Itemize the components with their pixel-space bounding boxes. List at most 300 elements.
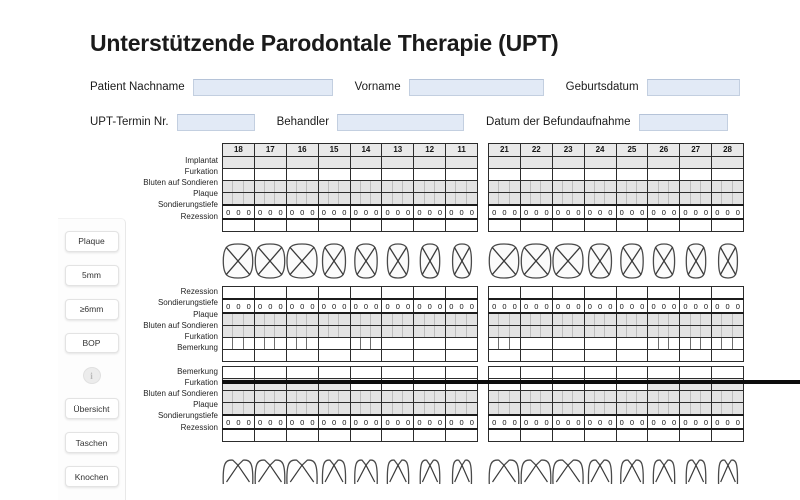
depth-value-cell[interactable]: 0 xyxy=(566,207,571,217)
cell-implantat-27[interactable] xyxy=(680,157,712,169)
subcell[interactable] xyxy=(275,193,285,204)
cell-bluten-auf-sondieren-47[interactable] xyxy=(254,391,286,403)
cell-furkation-22[interactable] xyxy=(520,169,552,181)
subcell[interactable] xyxy=(712,193,722,204)
cell-furkation-13[interactable] xyxy=(382,169,414,181)
subcell[interactable] xyxy=(403,403,413,414)
depth-value-cell[interactable]: 0 xyxy=(502,417,507,427)
cell-furkation-23[interactable] xyxy=(552,338,584,350)
subcell[interactable] xyxy=(393,391,403,402)
depth-value-cell[interactable]: 0 xyxy=(321,417,326,427)
subcell[interactable] xyxy=(351,326,361,337)
furkation-subcell[interactable] xyxy=(255,338,265,349)
cell-bemerkung-18[interactable] xyxy=(223,350,255,362)
subcell[interactable] xyxy=(275,326,285,337)
cell-bluten-auf-sondieren-28[interactable] xyxy=(712,326,744,338)
furkation-subcell[interactable] xyxy=(541,338,551,349)
subcell[interactable] xyxy=(605,403,615,414)
subcell[interactable] xyxy=(287,181,297,192)
cell-sondierungstiefe-37[interactable] xyxy=(680,415,712,429)
cell-bemerkung-27[interactable] xyxy=(680,350,712,362)
furkation-subcell[interactable] xyxy=(489,338,499,349)
cell-bluten-auf-sondieren-25[interactable] xyxy=(616,181,648,193)
subcell[interactable] xyxy=(244,193,254,204)
depth-value-cell[interactable]: 0 xyxy=(236,301,241,311)
geburtsdatum-input[interactable] xyxy=(647,79,740,96)
depth-value-cell[interactable]: 0 xyxy=(321,301,326,311)
cell-bemerkung-33[interactable] xyxy=(552,367,584,379)
subcell[interactable] xyxy=(627,181,637,192)
depth-value-cell[interactable]: 0 xyxy=(385,417,390,427)
subcell[interactable] xyxy=(553,181,563,192)
cell-rezession-13[interactable] xyxy=(382,219,414,232)
subcell[interactable] xyxy=(446,391,456,402)
subcell[interactable] xyxy=(287,314,297,325)
cell-bemerkung-38[interactable] xyxy=(712,367,744,379)
cell-bluten-auf-sondieren-21[interactable] xyxy=(489,181,521,193)
cell-rezession-27[interactable] xyxy=(680,219,712,232)
subcell[interactable] xyxy=(573,403,583,414)
depth-value-cell[interactable]: 0 xyxy=(437,417,443,427)
depth-value-cell[interactable]: 0 xyxy=(672,417,677,427)
subcell[interactable] xyxy=(573,391,583,402)
subcell[interactable] xyxy=(510,391,520,402)
subcell[interactable] xyxy=(563,403,573,414)
cell-plaque-33[interactable] xyxy=(552,403,584,416)
cell-sondierungstiefe-26[interactable] xyxy=(648,299,680,313)
furkation-subcell[interactable] xyxy=(510,338,520,349)
cell-bemerkung-45[interactable] xyxy=(318,367,350,379)
subcell[interactable] xyxy=(701,391,711,402)
subcell[interactable] xyxy=(244,326,254,337)
subcell[interactable] xyxy=(456,403,466,414)
subcell[interactable] xyxy=(425,403,435,414)
cell-sondierungstiefe-42[interactable] xyxy=(414,415,446,429)
depth-value-cell[interactable]: 0 xyxy=(651,301,656,311)
depth-value-cell[interactable]: 0 xyxy=(289,417,294,427)
cell-rezession-45[interactable] xyxy=(318,429,350,442)
cell-bluten-auf-sondieren-12[interactable] xyxy=(414,181,446,193)
depth-value-cell[interactable]: 0 xyxy=(342,301,347,311)
depth-value-cell[interactable]: 0 xyxy=(353,301,358,311)
subcell[interactable] xyxy=(648,193,658,204)
subcell[interactable] xyxy=(637,403,647,414)
cell-plaque-13[interactable] xyxy=(382,313,414,326)
cell-plaque-21[interactable] xyxy=(489,193,521,206)
subcell[interactable] xyxy=(637,391,647,402)
furkation-subcell[interactable] xyxy=(435,338,445,349)
subcell[interactable] xyxy=(425,181,435,192)
cell-bluten-auf-sondieren-27[interactable] xyxy=(680,181,712,193)
subcell[interactable] xyxy=(595,193,605,204)
cell-bemerkung-14[interactable] xyxy=(350,350,382,362)
tooth-number-23[interactable]: 23 xyxy=(552,144,584,157)
cell-sondierungstiefe-13[interactable] xyxy=(382,205,414,219)
depth-value-cell[interactable]: 0 xyxy=(629,417,635,427)
subcell[interactable] xyxy=(722,193,732,204)
subcell[interactable] xyxy=(585,193,595,204)
subcell[interactable] xyxy=(573,314,583,325)
depth-value-cell[interactable]: 0 xyxy=(715,301,720,311)
cell-bemerkung-46[interactable] xyxy=(286,367,318,379)
subcell[interactable] xyxy=(307,391,317,402)
subcell[interactable] xyxy=(531,391,541,402)
subcell[interactable] xyxy=(329,326,339,337)
furkation-subcell[interactable] xyxy=(265,338,275,349)
subcell[interactable] xyxy=(393,181,403,192)
cell-bluten-auf-sondieren-18[interactable] xyxy=(223,181,255,193)
subcell[interactable] xyxy=(553,326,563,337)
cell-sondierungstiefe-31[interactable] xyxy=(489,415,521,429)
depth-value-cell[interactable]: 0 xyxy=(661,301,666,311)
depth-value-cell[interactable]: 0 xyxy=(608,207,613,217)
furkation-subcell[interactable] xyxy=(297,338,307,349)
cell-bluten-auf-sondieren-25[interactable] xyxy=(616,326,648,338)
tooth-glyph[interactable] xyxy=(589,244,612,278)
cell-bluten-auf-sondieren-37[interactable] xyxy=(680,391,712,403)
subcell[interactable] xyxy=(361,193,371,204)
depth-value-cell[interactable]: 0 xyxy=(236,207,241,217)
subcell[interactable] xyxy=(265,391,275,402)
subcell[interactable] xyxy=(265,181,275,192)
furkation-subcell[interactable] xyxy=(307,338,317,349)
subcell[interactable] xyxy=(627,193,637,204)
depth-value-cell[interactable]: 0 xyxy=(226,417,231,427)
tooth-glyph[interactable] xyxy=(521,244,550,278)
subcell[interactable] xyxy=(255,403,265,414)
tooth-number-27[interactable]: 27 xyxy=(680,144,712,157)
subcell[interactable] xyxy=(701,181,711,192)
furkation-subcell[interactable] xyxy=(585,338,595,349)
cell-sondierungstiefe-25[interactable] xyxy=(616,205,648,219)
cell-bemerkung-37[interactable] xyxy=(680,367,712,379)
cell-bluten-auf-sondieren-31[interactable] xyxy=(489,391,521,403)
depth-value-cell[interactable]: 0 xyxy=(363,207,369,217)
depth-value-cell[interactable]: 0 xyxy=(725,207,730,217)
cell-bluten-auf-sondieren-35[interactable] xyxy=(616,391,648,403)
subcell[interactable] xyxy=(605,314,615,325)
depth-value-cell[interactable]: 0 xyxy=(651,207,656,217)
cell-rezession-38[interactable] xyxy=(712,429,744,442)
depth-value-cell[interactable]: 0 xyxy=(629,301,635,311)
subcell[interactable] xyxy=(691,391,701,402)
subcell[interactable] xyxy=(223,391,233,402)
subcell[interactable] xyxy=(223,326,233,337)
cell-plaque-43[interactable] xyxy=(382,403,414,416)
depth-value-cell[interactable]: 0 xyxy=(278,207,283,217)
cell-bemerkung-11[interactable] xyxy=(446,350,478,362)
cell-furkation-14[interactable] xyxy=(350,169,382,181)
cell-rezession-18[interactable] xyxy=(223,287,255,300)
cell-bluten-auf-sondieren-32[interactable] xyxy=(520,391,552,403)
cell-bemerkung-32[interactable] xyxy=(520,367,552,379)
tool-plaque-button[interactable]: Plaque xyxy=(65,231,119,252)
subcell[interactable] xyxy=(414,181,424,192)
cell-furkation-13[interactable] xyxy=(382,338,414,350)
cell-sondierungstiefe-28[interactable] xyxy=(712,299,744,313)
subcell[interactable] xyxy=(733,314,743,325)
tooth-number-15[interactable]: 15 xyxy=(318,144,350,157)
cell-rezession-23[interactable] xyxy=(552,219,584,232)
depth-value-cell[interactable]: 0 xyxy=(587,207,592,217)
subcell[interactable] xyxy=(287,391,297,402)
cell-implantat-21[interactable] xyxy=(489,157,521,169)
subcell[interactable] xyxy=(701,314,711,325)
subcell[interactable] xyxy=(573,193,583,204)
subcell[interactable] xyxy=(414,193,424,204)
cell-plaque-22[interactable] xyxy=(520,193,552,206)
furkation-subcell[interactable] xyxy=(425,338,435,349)
subcell[interactable] xyxy=(297,391,307,402)
subcell[interactable] xyxy=(297,403,307,414)
subcell[interactable] xyxy=(307,403,317,414)
cell-bluten-auf-sondieren-43[interactable] xyxy=(382,391,414,403)
subcell[interactable] xyxy=(244,391,254,402)
subcell[interactable] xyxy=(691,403,701,414)
cell-sondierungstiefe-41[interactable] xyxy=(446,415,478,429)
cell-sondierungstiefe-17[interactable] xyxy=(254,299,286,313)
cell-implantat-24[interactable] xyxy=(584,157,616,169)
subcell[interactable] xyxy=(319,403,329,414)
cell-furkation-16[interactable] xyxy=(286,169,318,181)
cell-bemerkung-12[interactable] xyxy=(414,350,446,362)
subcell[interactable] xyxy=(223,314,233,325)
subcell[interactable] xyxy=(585,326,595,337)
depth-value-cell[interactable]: 0 xyxy=(469,207,474,217)
depth-value-cell[interactable]: 0 xyxy=(566,417,571,427)
subcell[interactable] xyxy=(701,326,711,337)
depth-value-cell[interactable]: 0 xyxy=(523,207,529,217)
depth-value-cell[interactable]: 0 xyxy=(374,417,379,427)
cell-sondierungstiefe-16[interactable] xyxy=(286,205,318,219)
cell-rezession-26[interactable] xyxy=(648,219,680,232)
depth-value-cell[interactable]: 0 xyxy=(683,301,688,311)
cell-plaque-45[interactable] xyxy=(318,403,350,416)
depth-value-cell[interactable]: 0 xyxy=(395,207,400,217)
subcell[interactable] xyxy=(393,403,403,414)
subcell[interactable] xyxy=(499,314,509,325)
subcell[interactable] xyxy=(351,181,361,192)
depth-value-cell[interactable]: 0 xyxy=(576,301,581,311)
tool-uebersicht-button[interactable]: Übersicht xyxy=(65,398,119,419)
cell-bemerkung-23[interactable] xyxy=(552,350,584,362)
patient-nachname-input[interactable] xyxy=(193,79,333,96)
depth-value-cell[interactable]: 0 xyxy=(353,207,358,217)
subcell[interactable] xyxy=(403,326,413,337)
cell-sondierungstiefe-18[interactable] xyxy=(223,205,255,219)
subcell[interactable] xyxy=(669,193,679,204)
tooth-number-24[interactable]: 24 xyxy=(584,144,616,157)
cell-rezession-26[interactable] xyxy=(648,287,680,300)
furkation-subcell[interactable] xyxy=(371,338,381,349)
cell-bluten-auf-sondieren-34[interactable] xyxy=(584,391,616,403)
tooth-glyph[interactable] xyxy=(653,244,674,278)
tooth-number-26[interactable]: 26 xyxy=(648,144,680,157)
tooth-glyph[interactable] xyxy=(355,244,377,278)
depth-value-cell[interactable]: 0 xyxy=(331,207,337,217)
subcell[interactable] xyxy=(712,326,722,337)
cell-rezession-22[interactable] xyxy=(520,287,552,300)
cell-sondierungstiefe-14[interactable] xyxy=(350,205,382,219)
subcell[interactable] xyxy=(233,403,243,414)
subcell[interactable] xyxy=(446,403,456,414)
cell-furkation-18[interactable] xyxy=(223,338,255,350)
cell-rezession-15[interactable] xyxy=(318,219,350,232)
cell-furkation-27[interactable] xyxy=(680,338,712,350)
depth-value-cell[interactable]: 0 xyxy=(300,417,305,427)
cell-rezession-35[interactable] xyxy=(616,429,648,442)
cell-bluten-auf-sondieren-38[interactable] xyxy=(712,391,744,403)
subcell[interactable] xyxy=(722,181,732,192)
cell-bluten-auf-sondieren-18[interactable] xyxy=(223,326,255,338)
subcell[interactable] xyxy=(414,326,424,337)
subcell[interactable] xyxy=(627,314,637,325)
cell-bemerkung-36[interactable] xyxy=(648,367,680,379)
subcell[interactable] xyxy=(233,391,243,402)
cell-bemerkung-15[interactable] xyxy=(318,350,350,362)
cell-furkation-12[interactable] xyxy=(414,169,446,181)
tooth-number-18[interactable]: 18 xyxy=(223,144,255,157)
subcell[interactable] xyxy=(637,181,647,192)
subcell[interactable] xyxy=(605,326,615,337)
subcell[interactable] xyxy=(403,314,413,325)
subcell[interactable] xyxy=(371,403,381,414)
subcell[interactable] xyxy=(297,193,307,204)
cell-furkation-22[interactable] xyxy=(520,338,552,350)
cell-bluten-auf-sondieren-22[interactable] xyxy=(520,326,552,338)
cell-rezession-17[interactable] xyxy=(254,287,286,300)
subcell[interactable] xyxy=(617,403,627,414)
datum-befundaufnahme-input[interactable] xyxy=(639,114,728,131)
subcell[interactable] xyxy=(255,181,265,192)
cell-sondierungstiefe-24[interactable] xyxy=(584,205,616,219)
furkation-subcell[interactable] xyxy=(680,338,690,349)
subcell[interactable] xyxy=(287,403,297,414)
depth-value-cell[interactable]: 0 xyxy=(417,207,422,217)
depth-value-cell[interactable]: 0 xyxy=(246,301,251,311)
tool-6mm-button[interactable]: ≥6mm xyxy=(65,299,119,320)
subcell[interactable] xyxy=(499,326,509,337)
cell-implantat-18[interactable] xyxy=(223,157,255,169)
subcell[interactable] xyxy=(489,326,499,337)
cell-furkation-15[interactable] xyxy=(318,338,350,350)
subcell[interactable] xyxy=(521,326,531,337)
cell-furkation-24[interactable] xyxy=(584,338,616,350)
subcell[interactable] xyxy=(521,403,531,414)
furkation-subcell[interactable] xyxy=(669,338,679,349)
subcell[interactable] xyxy=(414,403,424,414)
tooth-glyph[interactable] xyxy=(719,244,738,278)
subcell[interactable] xyxy=(648,326,658,337)
cell-implantat-22[interactable] xyxy=(520,157,552,169)
depth-value-cell[interactable]: 0 xyxy=(597,207,603,217)
cell-bluten-auf-sondieren-22[interactable] xyxy=(520,181,552,193)
subcell[interactable] xyxy=(382,181,392,192)
depth-value-cell[interactable]: 0 xyxy=(469,417,474,427)
depth-value-cell[interactable]: 0 xyxy=(469,301,474,311)
depth-value-cell[interactable]: 0 xyxy=(310,417,315,427)
furkation-subcell[interactable] xyxy=(287,338,297,349)
subcell[interactable] xyxy=(319,326,329,337)
subcell[interactable] xyxy=(637,193,647,204)
subcell[interactable] xyxy=(712,403,722,414)
cell-implantat-26[interactable] xyxy=(648,157,680,169)
tooth-number-11[interactable]: 11 xyxy=(446,144,478,157)
depth-value-cell[interactable]: 0 xyxy=(725,301,730,311)
depth-value-cell[interactable]: 0 xyxy=(353,417,358,427)
furkation-subcell[interactable] xyxy=(351,338,361,349)
cell-furkation-21[interactable] xyxy=(489,338,521,350)
depth-value-cell[interactable]: 0 xyxy=(342,207,347,217)
subcell[interactable] xyxy=(521,193,531,204)
cell-bemerkung-13[interactable] xyxy=(382,350,414,362)
furkation-subcell[interactable] xyxy=(691,338,701,349)
tooth-number-16[interactable]: 16 xyxy=(286,144,318,157)
subcell[interactable] xyxy=(617,314,627,325)
subcell[interactable] xyxy=(223,193,233,204)
cell-bemerkung-47[interactable] xyxy=(254,367,286,379)
subcell[interactable] xyxy=(233,181,243,192)
cell-implantat-15[interactable] xyxy=(318,157,350,169)
subcell[interactable] xyxy=(648,314,658,325)
cell-plaque-16[interactable] xyxy=(286,313,318,326)
subcell[interactable] xyxy=(733,181,743,192)
depth-value-cell[interactable]: 0 xyxy=(672,207,677,217)
depth-value-cell[interactable]: 0 xyxy=(502,301,507,311)
tooth-number-14[interactable]: 14 xyxy=(350,144,382,157)
subcell[interactable] xyxy=(307,193,317,204)
furkation-subcell[interactable] xyxy=(244,338,254,349)
cell-plaque-36[interactable] xyxy=(648,403,680,416)
cell-sondierungstiefe-25[interactable] xyxy=(616,299,648,313)
furkation-subcell[interactable] xyxy=(456,338,466,349)
subcell[interactable] xyxy=(722,391,732,402)
depth-value-cell[interactable]: 0 xyxy=(246,417,251,427)
cell-sondierungstiefe-44[interactable] xyxy=(350,415,382,429)
subcell[interactable] xyxy=(382,314,392,325)
cell-furkation-17[interactable] xyxy=(254,169,286,181)
subcell[interactable] xyxy=(499,193,509,204)
cell-sondierungstiefe-15[interactable] xyxy=(318,299,350,313)
subcell[interactable] xyxy=(680,403,690,414)
depth-value-cell[interactable]: 0 xyxy=(321,207,326,217)
subcell[interactable] xyxy=(307,314,317,325)
subcell[interactable] xyxy=(425,326,435,337)
tool-taschen-button[interactable]: Taschen xyxy=(65,432,119,453)
subcell[interactable] xyxy=(382,403,392,414)
cell-plaque-14[interactable] xyxy=(350,313,382,326)
cell-plaque-26[interactable] xyxy=(648,313,680,326)
subcell[interactable] xyxy=(553,193,563,204)
subcell[interactable] xyxy=(339,391,349,402)
subcell[interactable] xyxy=(393,193,403,204)
info-icon[interactable]: i xyxy=(83,367,101,384)
cell-bluten-auf-sondieren-24[interactable] xyxy=(584,326,616,338)
cell-rezession-16[interactable] xyxy=(286,219,318,232)
subcell[interactable] xyxy=(339,314,349,325)
cell-furkation-21[interactable] xyxy=(489,169,521,181)
subcell[interactable] xyxy=(489,314,499,325)
cell-furkation-17[interactable] xyxy=(254,338,286,350)
cell-sondierungstiefe-16[interactable] xyxy=(286,299,318,313)
cell-bluten-auf-sondieren-23[interactable] xyxy=(552,326,584,338)
tooth-number-17[interactable]: 17 xyxy=(254,144,286,157)
depth-value-cell[interactable]: 0 xyxy=(672,301,677,311)
subcell[interactable] xyxy=(403,391,413,402)
depth-value-cell[interactable]: 0 xyxy=(555,207,560,217)
depth-value-cell[interactable]: 0 xyxy=(492,301,497,311)
subcell[interactable] xyxy=(435,314,445,325)
